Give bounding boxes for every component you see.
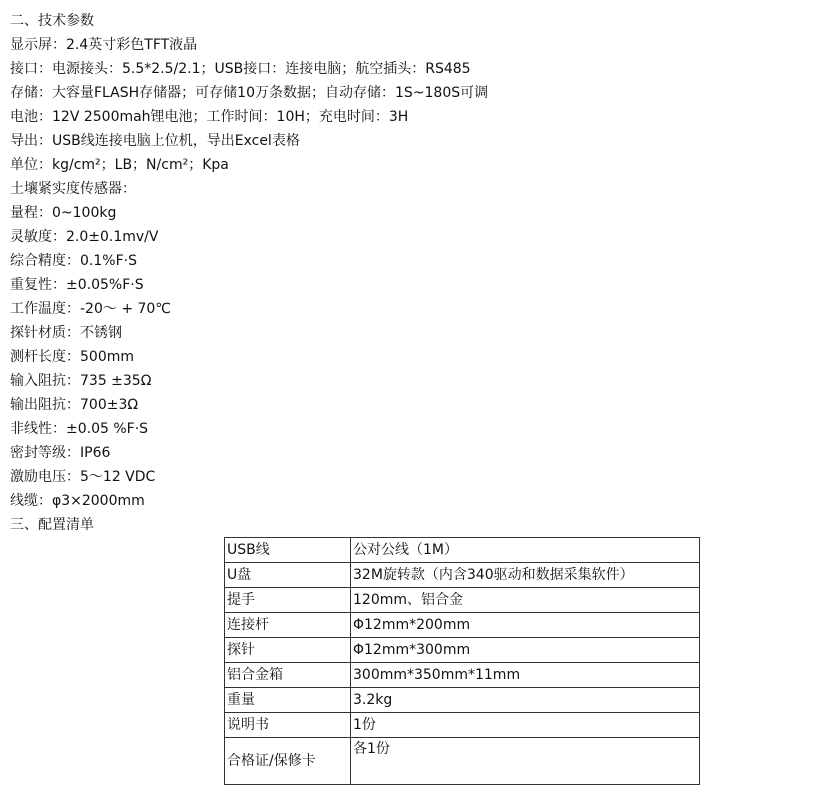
config-item-cell: 探针 bbox=[225, 638, 351, 663]
spec-line: 重复性：±0.05%F·S bbox=[10, 277, 144, 293]
config-value-cell: 300mm*350mm*11mm bbox=[351, 663, 700, 688]
config-item-cell: 合格证/保修卡 bbox=[225, 738, 351, 785]
spec-line: 测杆长度：500mm bbox=[10, 349, 134, 365]
spec-line: 接口：电源接头：5.5*2.5/2.1；USB接口：连接电脑；航空插头：RS485 bbox=[10, 61, 471, 77]
config-value-cell: 120mm、铝合金 bbox=[351, 588, 700, 613]
spec-line: 探针材质：不锈钢 bbox=[10, 325, 122, 341]
spec-line: 输出阻抗：700±3Ω bbox=[10, 397, 139, 413]
spec-line: 土壤紧实度传感器： bbox=[10, 181, 136, 197]
config-item-cell: 提手 bbox=[225, 588, 351, 613]
table-row bbox=[225, 613, 700, 638]
config-value-cell: Φ12mm*200mm bbox=[351, 613, 700, 638]
config-value-cell: 各1份 bbox=[351, 738, 700, 785]
spec-line: 显示屏：2.4英寸彩色TFT液晶 bbox=[10, 37, 198, 53]
spec-line: 激励电压：5～12 VDC bbox=[10, 469, 156, 485]
table-row bbox=[225, 738, 700, 785]
spec-line: 线缆：φ3×2000mm bbox=[10, 493, 145, 509]
table-row bbox=[225, 713, 700, 738]
config-value-cell: 3.2kg bbox=[351, 688, 700, 713]
spec-line: 综合精度：0.1%F·S bbox=[10, 253, 137, 269]
config-value-cell: 1份 bbox=[351, 713, 700, 738]
table-row bbox=[225, 638, 700, 663]
config-item-cell: 说明书 bbox=[225, 713, 351, 738]
section-title-specs: 二、技术参数 bbox=[10, 13, 94, 29]
spec-line: 量程：0~100kg bbox=[10, 205, 117, 221]
config-table bbox=[224, 537, 700, 785]
table-row bbox=[225, 688, 700, 713]
config-item-cell: 重量 bbox=[225, 688, 351, 713]
spec-line: 存储：大容量FLASH存储器；可存储10万条数据；自动存储：1S~180S可调 bbox=[10, 85, 489, 101]
spec-line: 单位：kg/cm²；LB；N/cm²；Kpa bbox=[10, 157, 229, 173]
document-body bbox=[10, 9, 830, 537]
table-row bbox=[225, 588, 700, 613]
spec-line: 工作温度：-20～ + 70℃ bbox=[10, 301, 172, 317]
config-item-cell: USB线 bbox=[225, 538, 351, 563]
table-row bbox=[225, 538, 700, 563]
config-item-cell: 连接杆 bbox=[225, 613, 351, 638]
spec-list bbox=[10, 33, 830, 513]
table-row bbox=[225, 663, 700, 688]
config-item-cell: U盘 bbox=[225, 563, 351, 588]
config-value-cell: Φ12mm*300mm bbox=[351, 638, 700, 663]
section-title-config: 三、配置清单 bbox=[10, 517, 94, 533]
config-item-cell: 铝合金箱 bbox=[225, 663, 351, 688]
spec-line: 密封等级：IP66 bbox=[10, 445, 111, 461]
spec-line: 非线性：±0.05 %F·S bbox=[10, 421, 149, 437]
spec-line: 电池：12V 2500mah锂电池；工作时间：10H；充电时间：3H bbox=[10, 109, 409, 125]
spec-line: 输入阻抗：735 ±35Ω bbox=[10, 373, 152, 389]
spec-line: 导出：USB线连接电脑上位机，导出Excel表格 bbox=[10, 133, 300, 149]
table-row bbox=[225, 563, 700, 588]
config-value-cell: 公对公线（1M） bbox=[351, 538, 700, 563]
spec-line: 灵敏度：2.0±0.1mv/V bbox=[10, 229, 159, 245]
config-value-cell: 32M旋转款（内含340驱动和数据采集软件） bbox=[351, 563, 700, 588]
